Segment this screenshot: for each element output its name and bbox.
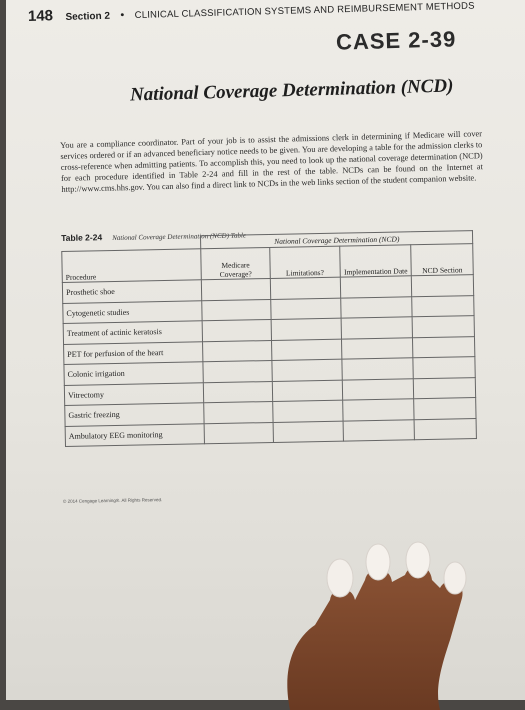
column-header: NCD Section — [411, 244, 473, 276]
blank-cell — [204, 381, 272, 403]
section-title: CLINICAL CLASSIFICATION SYSTEMS AND REIMBURSEMENT METHODS — [134, 0, 475, 22]
hand-with-manicured-nails — [270, 540, 525, 710]
intro-paragraph: You are a compliance coordinator. Part of your job is to assist the admissions clerk in determining if Medicare will cover services ordered or if an advanced beneficiary notice needs to be given. You are developing a table for the admission clerks to cross-reference when admitting patients. To accomplish this, you need to look up the national coverage determination (NCD) for each procedure identified in Table 2-24 and fill in the rest of the table. NCDs can be found on the Internet at http://www.cms.hhs.gov. You can also find a direct link to NCDs in the web links section of the student companion website. — [60, 129, 484, 194]
blank-cell — [270, 277, 341, 299]
blank-cell — [341, 296, 413, 318]
blank-cell — [270, 298, 341, 320]
procedure-cell: Ambulatory EEG monitoring — [65, 423, 205, 446]
span-header: National Coverage Determination (NCD) — [201, 231, 473, 249]
blank-cell — [272, 380, 343, 402]
blank-cell — [202, 299, 270, 321]
blank-cell — [203, 360, 271, 382]
procedure-cell: Gastric freezing — [65, 403, 205, 426]
blank-cell — [271, 339, 342, 361]
column-header: Procedure — [62, 249, 202, 283]
case-title: National Coverage Determination (NCD) — [129, 75, 454, 106]
procedure-cell: Colonic irrigation — [64, 362, 204, 385]
copyright-notice: © 2014 Cengage Learning®. All Rights Reserved. — [62, 497, 163, 504]
blank-cell — [343, 399, 415, 421]
blank-cell — [414, 418, 476, 440]
column-header: Implementation Date — [340, 245, 412, 277]
bleed-through-mark — [76, 42, 79, 56]
blank-cell — [412, 295, 474, 317]
header-separator: • — [120, 9, 125, 22]
blank-cell — [205, 422, 273, 444]
blank-cell — [271, 359, 342, 381]
blank-cell — [340, 276, 412, 298]
running-header — [28, 0, 508, 26]
ncd-table — [61, 230, 477, 447]
blank-cell — [273, 421, 344, 443]
blank-cell — [341, 317, 413, 339]
procedure-cell: Prosthetic shoe — [62, 280, 202, 303]
procedure-cell: PET for perfusion of the heart — [64, 341, 204, 364]
column-header: Limitations? — [269, 246, 340, 278]
procedure-cell: Cytogenetic studies — [63, 300, 203, 323]
blank-cell — [203, 319, 271, 341]
blank-cell — [413, 336, 475, 358]
blank-cell — [341, 337, 413, 359]
blank-cell — [412, 275, 474, 297]
blank-cell — [412, 316, 474, 338]
blank-cell — [413, 357, 475, 379]
blank-cell — [203, 340, 271, 362]
blank-cell — [414, 398, 476, 420]
column-header: Medicare Coverage? — [201, 248, 270, 280]
blank-cell — [202, 278, 270, 300]
table-caption-label: Table 2-24 — [61, 232, 103, 243]
blank-cell — [413, 377, 475, 399]
section-label: Section 2 — [65, 10, 111, 23]
blank-cell — [342, 378, 414, 400]
table-caption-text: National Coverage Determination (NCD) Table — [112, 231, 247, 243]
case-label: CASE 2-39 — [335, 26, 457, 55]
blank-cell — [342, 358, 414, 380]
blank-cell — [343, 419, 415, 441]
page-number: 148 — [27, 7, 54, 25]
procedure-cell: Treatment of actinic keratosis — [63, 321, 203, 344]
blank-cell — [271, 318, 342, 340]
blank-cell — [204, 401, 272, 423]
blank-cell — [272, 400, 343, 422]
procedure-cell: Vitrectomy — [64, 382, 204, 405]
